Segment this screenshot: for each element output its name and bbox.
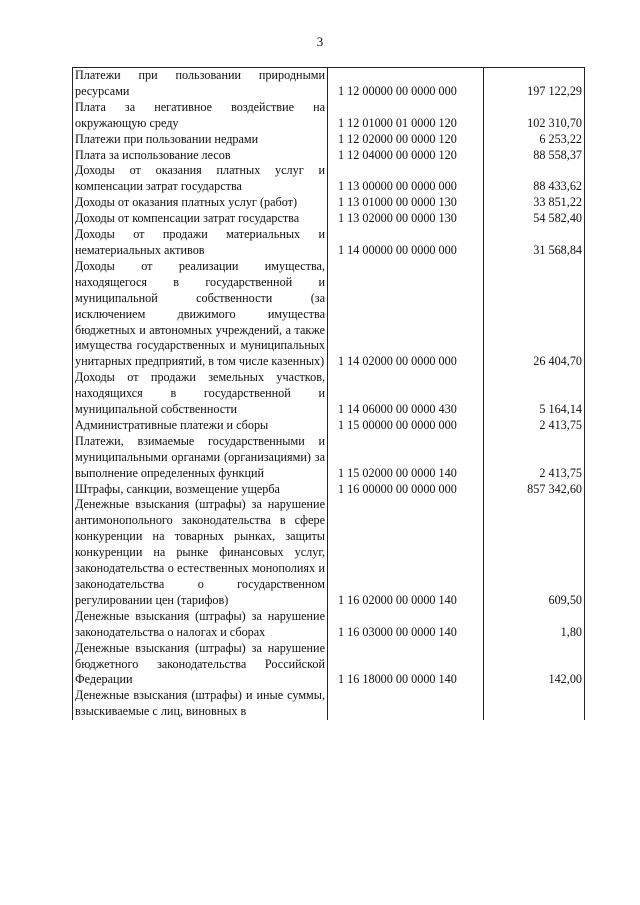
revenue-code: 1 16 00000 00 0000 000 [328,482,484,498]
revenue-code: 1 16 02000 00 0000 140 [328,497,484,608]
revenue-amount: 2 413,75 [484,418,585,434]
revenue-name: Денежные взыскания (штрафы) за нарушение антимонопольного законодательства в сфере конкуренции на товарных рынках, защиты конкуренции на рынке финансовых услуг, законодательства о естественных монополиях и законодательства о государственном регулировании цен (тарифов) [73,497,328,608]
table-row [73,688,585,720]
table-row [73,609,585,641]
revenue-amount: 54 582,40 [484,211,585,227]
revenue-code [328,688,484,720]
revenue-amount: 31 568,84 [484,227,585,259]
revenue-name: Платежи при пользовании недрами [73,132,328,148]
revenue-amount: 6 253,22 [484,132,585,148]
table-row [73,163,585,195]
revenue-amount: 88 558,37 [484,148,585,164]
revenue-name: Денежные взыскания (штрафы) за нарушение законодательства о налогах и сборах [73,609,328,641]
table-row [73,100,585,132]
revenue-code: 1 12 00000 00 0000 000 [328,68,484,100]
revenue-code: 1 16 03000 00 0000 140 [328,609,484,641]
table-row [73,227,585,259]
revenue-amount: 1,80 [484,609,585,641]
revenue-name: Денежные взыскания (штрафы) и иные суммы, взыскиваемые с лиц, виновных в [73,688,328,720]
revenue-name: Административные платежи и сборы [73,418,328,434]
revenue-code: 1 13 00000 00 0000 000 [328,163,484,195]
table-row [73,641,585,689]
table-row [73,148,585,164]
revenue-amount: 33 851,22 [484,195,585,211]
revenue-amount: 26 404,70 [484,259,585,370]
revenue-code: 1 12 02000 00 0000 120 [328,132,484,148]
revenue-name: Плата за негативное воздействие на окружающую среду [73,100,328,132]
revenue-table [72,67,585,720]
revenue-amount: 88 433,62 [484,163,585,195]
revenue-amount: 102 310,70 [484,100,585,132]
revenue-amount [484,688,585,720]
revenue-code: 1 14 00000 00 0000 000 [328,227,484,259]
revenue-code: 1 12 04000 00 0000 120 [328,148,484,164]
revenue-amount: 5 164,14 [484,370,585,418]
revenue-name: Доходы от реализации имущества, находящегося в государственной и муниципальной собственности (за исключением движимого имущества бюджетных и автономных учреждений, а также имущества государственных и муниципальных унитарных предприятий, в том числе казенных) [73,259,328,370]
table-row [73,418,585,434]
revenue-name: Доходы от оказания платных услуг (работ) [73,195,328,211]
revenue-amount: 197 122,29 [484,68,585,100]
revenue-amount: 857 342,60 [484,482,585,498]
revenue-name: Штрафы, санкции, возмещение ущерба [73,482,328,498]
table-row [73,68,585,100]
revenue-code: 1 15 02000 00 0000 140 [328,434,484,482]
revenue-code: 1 16 18000 00 0000 140 [328,641,484,689]
revenue-code: 1 13 02000 00 0000 130 [328,211,484,227]
revenue-name: Плата за использование лесов [73,148,328,164]
table-row [73,211,585,227]
page-number: 3 [316,34,324,49]
table-row [73,434,585,482]
revenue-code: 1 14 06000 00 0000 430 [328,370,484,418]
revenue-name: Денежные взыскания (штрафы) за нарушение бюджетного законодательства Российской Федерации [73,641,328,689]
revenue-code: 1 14 02000 00 0000 000 [328,259,484,370]
table-row [73,195,585,211]
table-row [73,497,585,608]
revenue-code: 1 15 00000 00 0000 000 [328,418,484,434]
table-row [73,370,585,418]
revenue-amount: 142,00 [484,641,585,689]
revenue-amount: 2 413,75 [484,434,585,482]
revenue-name: Доходы от продажи земельных участков, находящихся в государственной и муниципальной собственности [73,370,328,418]
table-row [73,259,585,370]
revenue-name: Доходы от продажи материальных и нематериальных активов [73,227,328,259]
revenue-name: Доходы от оказания платных услуг и компенсации затрат государства [73,163,328,195]
revenue-name: Платежи при пользовании природными ресурсами [73,68,328,100]
revenue-code: 1 12 01000 01 0000 120 [328,100,484,132]
revenue-code: 1 13 01000 00 0000 130 [328,195,484,211]
table-row [73,132,585,148]
table-row [73,482,585,498]
revenue-name: Доходы от компенсации затрат государства [73,211,328,227]
revenue-name: Платежи, взимаемые государственными и муниципальными органами (организациями) за выполнение определенных функций [73,434,328,482]
revenue-amount: 609,50 [484,497,585,608]
